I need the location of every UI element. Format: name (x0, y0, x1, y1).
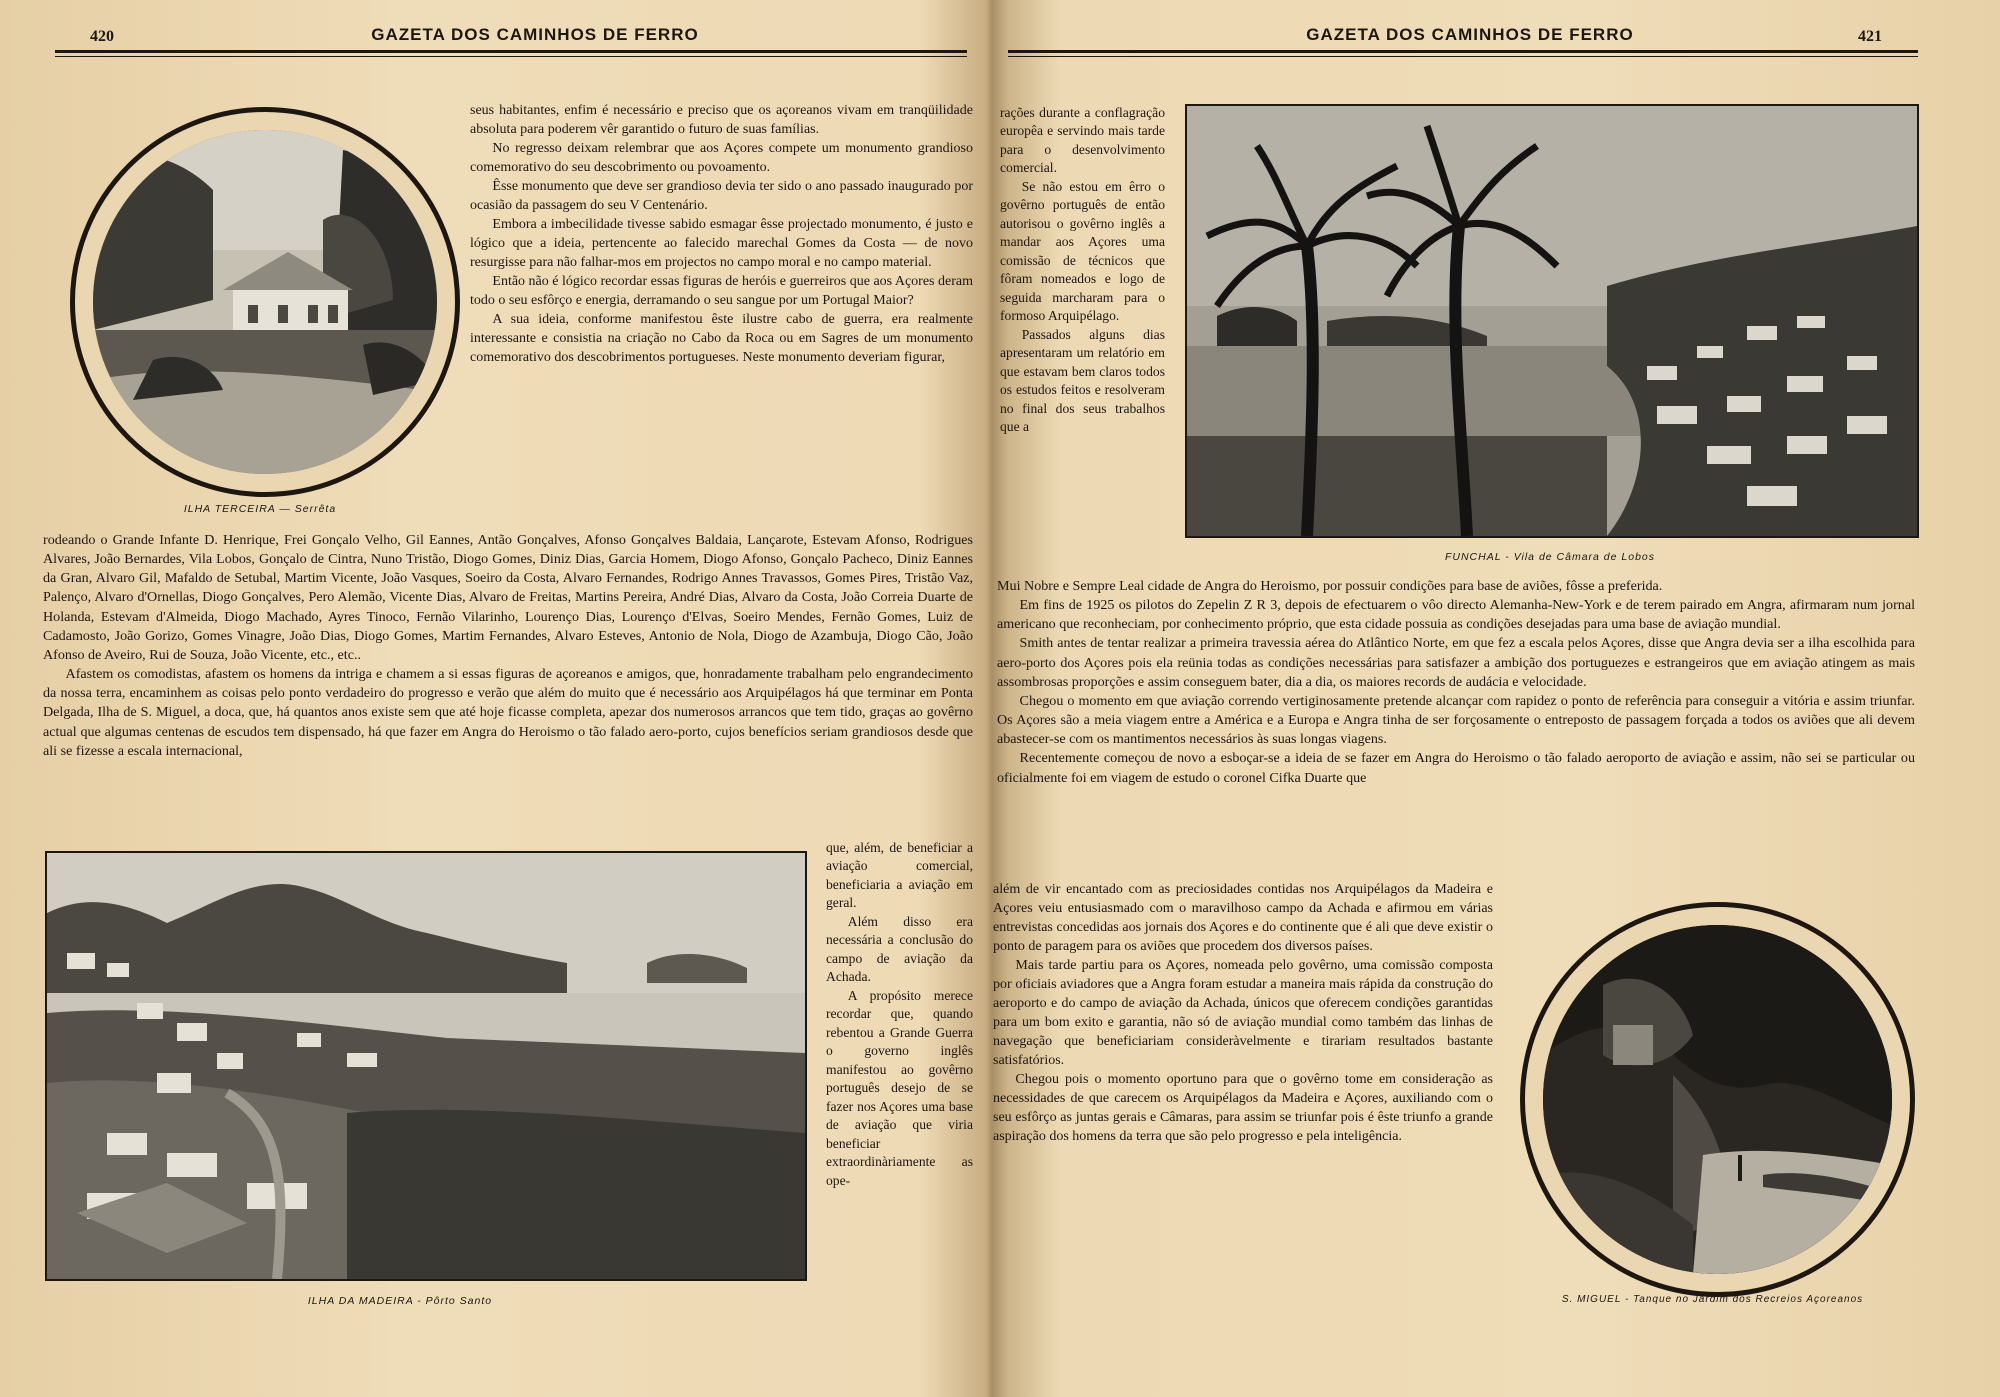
right-full-para-4: Chegou o momento em que aviação correndo vertiginosamente pretende alcançar com rapidez o ponto de referência para conseguir a vitória e assim triunfar. Os Açores são a meia viagem entre a América e a Europa e Angra tinha de ser forçosamente o entreposto de passagem forçada a todos os aviões que ali devem abastecer-se com os mantimentos necessários às suas longas viagens. (997, 692, 1915, 748)
right-bottom-para-2: Mais tarde partiu para os Açores, nomeada pelo govêrno, uma comissão composta por oficiais aviadores que a Angra foram estudar a maneira mais rápida da construção do aeroporto e do campo de aviação da Achada, únicos que oferecem condições garantidas para um bom exito e garantia, não só de aviação mundial como também das linhas de navegação que beneficiariam consideràvelmente e tirariam resultados bastante satisfatórios. (993, 958, 1493, 1069)
right-bottom-para-1: além de vir encantado com as preciosidades contidas nos Arquipélagos da Madeira e Açores veiu entusiasmado com o maravilhoso campo da Achada e afirmou em várias entrevistas concedidas aos jornais dos Açores e do continente que é ali que deve existir o ponto de paragem para os aviões que procedem dos diversos países. (993, 882, 1493, 955)
left-bottom-para-1: que, além, de beneficiar a aviação comercial, beneficiaria a aviação em geral. (826, 840, 973, 911)
left-top-para-6: A sua ideia, conforme manifestou êste ilustre cabo de guerra, era realmente interessante e consistia na criação no Cabo da Roca ou em Sagres de um monumento comemorativo dos descobrimentos portugueses. Neste monumento deveriam figurar, (470, 312, 973, 366)
right-full-para-1: Mui Nobre e Sempre Leal cidade de Angra do Heroismo, por possuir condições para base de aviões, fôsse a preferida. (997, 578, 1663, 594)
page-number-left: 420 (90, 28, 114, 45)
left-bottom-para-2: Além disso era necessária a conclusão do campo de aviação da Achada. (826, 913, 973, 985)
left-top-para-5: Então não é lógico recordar essas figuras de heróis e guerreiros que aos Açores deram todo o seu esfôrço e energia, derramando o seu sangue por um Portugal Maior? (470, 274, 973, 309)
header-rule-left (55, 50, 967, 53)
right-full-width-text (997, 577, 1915, 788)
photo-terceira (93, 130, 437, 474)
caption-miguel-place: S. MIGUEL (1561, 1294, 1622, 1305)
running-head-left: GAZETA DOS CAMINHOS DE FERRO (371, 25, 699, 44)
right-bottom-column (993, 880, 1493, 1146)
caption-madeira-place: ILHA DA MADEIRA (307, 1295, 414, 1307)
caption-madeira (190, 1295, 610, 1307)
header-rule-left-thin (55, 56, 967, 57)
photo-miguel (1543, 925, 1892, 1274)
caption-miguel-sub: - Tanque no Jardim dos Recreios Açoreanos (1621, 1294, 1864, 1305)
left-top-column (470, 101, 973, 367)
left-full-width-text (43, 531, 973, 761)
right-top-column (1000, 104, 1165, 437)
page-number-right: 421 (1858, 28, 1882, 45)
left-top-para-3: Êsse monumento que deve ser grandioso devia ter sido o ano passado inaugurado por ocasião da passagem do seu V Centenário. (470, 179, 973, 214)
caption-miguel (1520, 1294, 1905, 1305)
right-bottom-para-3: Chegou pois o momento oportuno para que o govêrno tome em consideração as necessidades de que carecem os Arquipélagos da Madeira e Açores, auxiliando com o seu esfôrço as juntas gerais e Câmaras, para assim se triunfar pois é êste triunfo a grande aspiração dos homens da terra que são pelo progresso e pela inteligência. (993, 1072, 1493, 1145)
running-head-right: GAZETA DOS CAMINHOS DE FERRO (1306, 25, 1634, 44)
photo-madeira (45, 851, 807, 1281)
left-bottom-para-3: A propósito merece recordar que, quando rebentou a Grande Guerra o governo inglês manifestou ao govêrno português desejo de se fazer nos Açores uma base de aviação que viria beneficiar extraordinàriamente as ope- (826, 987, 973, 1188)
right-top-para-2: Se não estou em êrro o govêrno português de então autorisou o govêrno inglês a mandar aos Açores uma comissão de técnicos que fôram nomeados e logo de seguida marcharam para o formoso Arquipélago. (1000, 178, 1165, 324)
caption-funchal-place: FUNCHAL (1444, 551, 1502, 563)
left-full-para-1: rodeando o Grande Infante D. Henrique, Frei Gonçalo Velho, Gil Eannes, Antão Gonçalves, Afonso Gonçalves Baldaia, Lançarote, Estevam Afonso, Rodrigues Alvares, João Bernardes, Vila Lobos, Gonçalo de Cintra, Nuno Tristão, Diogo Gomes, Diniz Dias, Garcia Homem, Diogo Afonso, Gonçalo Pacheco, Diniz Eannes da Gran, Alvaro Gil, Mafaldo de Setubal, Martim Vicente, João Vasques, Soeiro da Costa, Alvaro Fernandes, Rodrigo Annes Travassos, Gomes Pires, Tristão Vaz, Palenço, Alvaro d'Ornellas, Diogo Gonçalves, Pero Alemão, Vicente Dias, Alvaro de Freitas, Martins Pereira, André Dias, Alvaro da Costa, João Correia Duarte de Holanda, Estevam d'Almeida, Diogo Machado, Ayres Tinoco, Fernão Vilarinho, Lourenço Dias, Lourenço d'Elvas, Soeiro Mendes, Fernão Gomes, Luiz de Cadamosto, João Gorizo, Gomes Vinagre, João Dias, Diogo Gomes, Martim Fernandes, Alvaro Esteves, Antonio de Nola, Diogo de Azambuja, Diogo Cão, João Afonso de Aveiro, Rui de Souza, João Vicente, etc., etc.. (43, 532, 973, 663)
right-full-para-3: Smith antes de tentar realizar a primeira travessia aérea do Atlântico Norte, em que fez a escala pelos Açores, disse que Angra devia ser a ilha escolhida para aero-porto dos Açores pois ela reünia todas as condições necessárias para satisfazer a ambição dos portuguezes e estrangeiros que em aviação atingem as mais assombrosas proporções e assim conseguem bater, dia a dia, os maiores records de audácia e velocidade. (997, 635, 1915, 690)
right-full-para-2: Em fins de 1925 os pilotos do Zepelin Z R 3, depois de efectuarem o vôo directo Alemanha-New-York e de terem pairado em Angra, afirmaram num jornal americano que reconheciam, por conhecimento próprio, que esta cidade possuia as condições desejadas para uma base de aviação mundial. (997, 597, 1915, 633)
left-full-para-2: Afastem os comodistas, afastem os homens da intriga e chamem a si essas figuras de açoreanos e amigos, que, honradamente trabalham pelo engrandecimento da nossa terra, encaminhem as coisas pelo ponto verdadeiro do progresso e verão que além do muito que é necessário aos Arquipélagos há que terminar em Ponta Delgada, Ilha de S. Miguel, a doca, que, há quantos anos existe sem que até hoje ficasse completa, apezar dos numerosos arrancos que tem tido, graças ao govêrno actual que algumas centenas de escudos tem dispensado, há que fazer em Angra do Heroismo o tão falado aero-porto, cujos benefícios seriam grandiosos desde que ali se fizesse a escala internacional, (43, 666, 973, 759)
photo-funchal (1185, 104, 1919, 538)
caption-madeira-sub: - Pôrto Santo (413, 1295, 493, 1307)
caption-terceira: ILHA TERCEIRA — Serrêta (183, 503, 337, 515)
right-top-para-1: rações durante a conflagração europêa e servindo mais tarde para o desenvolvimento comercial. (1000, 105, 1165, 176)
left-top-para-1: seus habitantes, enfim é necessário e preciso que os açoreanos vivam em tranqüilidade absoluta para poderem vêr garantido o futuro de suas famílias. (470, 103, 973, 138)
left-top-para-4: Embora a imbecilidade tivesse sabido esmagar êsse projectado monumento, é justo e lógico que a ideia, pertencente ao falecido marechal Gomes da Costa — de novo resurgisse para não falhar-mos em projectos no campo moral e no campo material. (470, 217, 973, 271)
caption-funchal (1360, 551, 1740, 563)
left-bottom-column (826, 839, 973, 1190)
header-rule-right (1008, 50, 1918, 53)
left-top-para-2: No regresso deixam relembrar que aos Açores compete um monumento grandioso comemorativo do seu descobrimento ou povoamento. (470, 141, 973, 176)
caption-funchal-sub: - Vila de Câmara de Lobos (1501, 551, 1656, 563)
right-top-para-3: Passados alguns dias apresentaram um relatório em que estavam bem claros todos os estudos feitos e resolveram no final dos seus trabalhos que a (1000, 326, 1165, 435)
header-rule-right-thin (1008, 56, 1918, 57)
right-full-para-5: Recentemente começou de novo a esboçar-se a ideia de se fazer em Angra do Heroismo o tão falado aeroporto de aviação e assim, não sei se particular ou oficialmente foi em viagem de estudo o coronel Cifka Duarte que (997, 750, 1915, 786)
